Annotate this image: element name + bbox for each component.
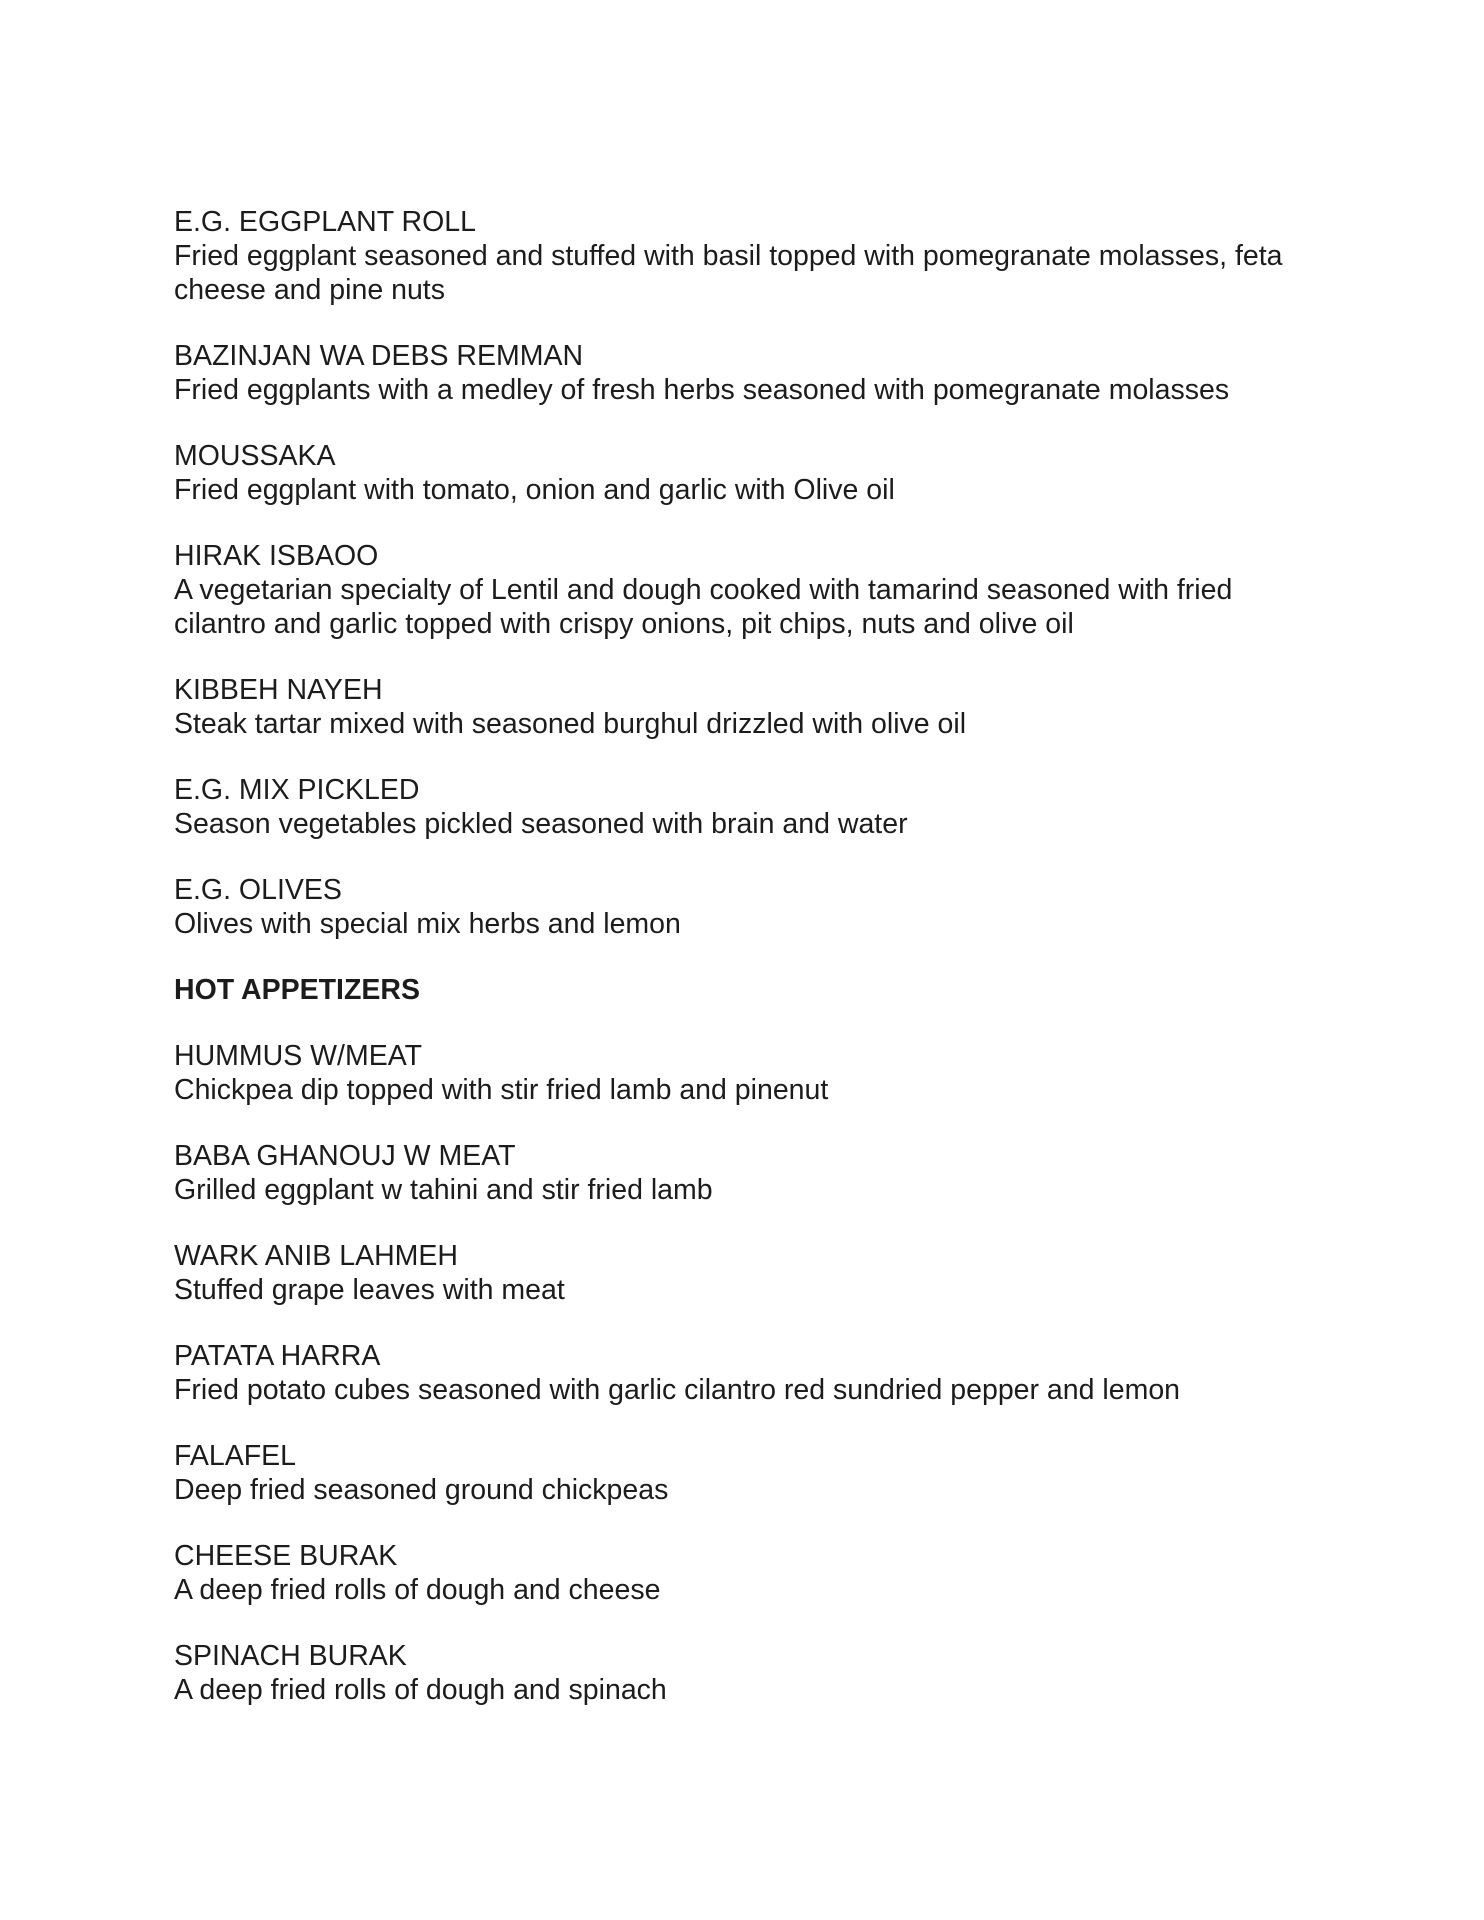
menu-item	[174, 1439, 1324, 1507]
menu-item	[174, 1339, 1324, 1407]
item-name: BABA GHANOUJ W MEAT	[174, 1140, 516, 1172]
item-name: MOUSSAKA	[174, 440, 336, 472]
item-name: PATATA HARRA	[174, 1340, 381, 1372]
item-name: SPINACH BURAK	[174, 1640, 407, 1672]
menu-page	[174, 205, 1324, 1739]
menu-item	[174, 439, 1324, 507]
item-name: HIRAK ISBAOO	[174, 540, 379, 572]
item-description: Season vegetables pickled seasoned with brain and water	[174, 808, 908, 840]
menu-item	[174, 873, 1324, 941]
item-description: Fried eggplant seasoned and stuffed with basil topped with pomegranate molasses, feta cheese and pine nuts	[174, 240, 1283, 306]
menu-item	[174, 539, 1324, 641]
item-name: E.G. OLIVES	[174, 874, 342, 906]
item-description: A deep fried rolls of dough and cheese	[174, 1574, 661, 1606]
item-description: Chickpea dip topped with stir fried lamb and pinenut	[174, 1074, 829, 1106]
section-heading-hot-appetizers: HOT APPETIZERS	[174, 974, 420, 1006]
item-description: Steak tartar mixed with seasoned burghul drizzled with olive oil	[174, 708, 967, 740]
menu-item	[174, 773, 1324, 841]
item-description: Fried potato cubes seasoned with garlic cilantro red sundried pepper and lemon	[174, 1374, 1181, 1406]
item-name: CHEESE BURAK	[174, 1540, 398, 1572]
item-description: Fried eggplant with tomato, onion and garlic with Olive oil	[174, 474, 895, 506]
menu-item	[174, 1639, 1324, 1707]
item-description: A vegetarian specialty of Lentil and dough cooked with tamarind seasoned with fried cilantro and garlic topped with crispy onions, pit chips, nuts and olive oil	[174, 574, 1233, 640]
menu-item	[174, 1539, 1324, 1607]
item-name: BAZINJAN WA DEBS REMMAN	[174, 340, 584, 372]
menu-item	[174, 339, 1324, 407]
item-name: E.G. EGGPLANT ROLL	[174, 206, 476, 238]
menu-item	[174, 205, 1324, 307]
item-description: Fried eggplants with a medley of fresh herbs seasoned with pomegranate molasses	[174, 374, 1230, 406]
item-name: WARK ANIB LAHMEH	[174, 1240, 458, 1272]
item-name: KIBBEH NAYEH	[174, 674, 383, 706]
item-name: FALAFEL	[174, 1440, 296, 1472]
item-name: E.G. MIX PICKLED	[174, 774, 420, 806]
item-name: HUMMUS W/MEAT	[174, 1040, 423, 1072]
item-description: Olives with special mix herbs and lemon	[174, 908, 681, 940]
item-description: A deep fried rolls of dough and spinach	[174, 1674, 667, 1706]
item-description: Grilled eggplant w tahini and stir fried lamb	[174, 1174, 713, 1206]
menu-item	[174, 1039, 1324, 1107]
menu-item	[174, 1139, 1324, 1207]
item-description: Stuffed grape leaves with meat	[174, 1274, 565, 1306]
menu-item	[174, 1239, 1324, 1307]
menu-item	[174, 673, 1324, 741]
item-description: Deep fried seasoned ground chickpeas	[174, 1474, 669, 1506]
